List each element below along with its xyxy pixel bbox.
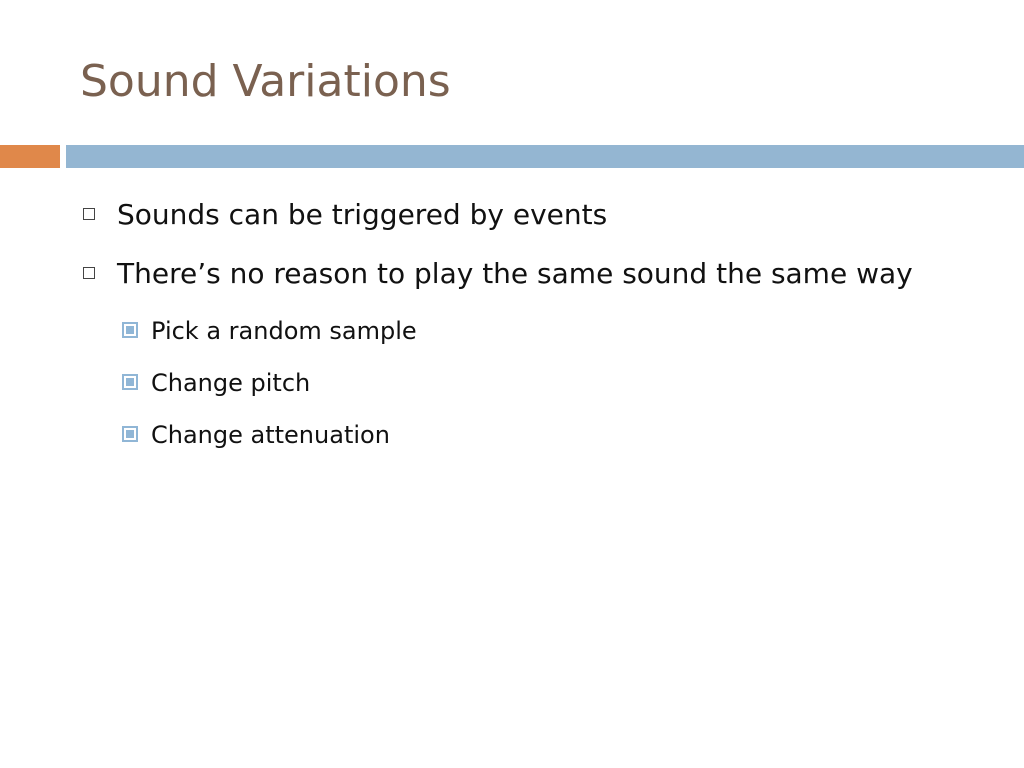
bullet-text: There’s no reason to play the same sound the same way [117,257,913,290]
sub-bullet-item [118,357,980,409]
title-accent-bar [0,145,60,168]
sub-bullet-text: Change pitch [151,369,311,397]
sub-bullet-list [80,305,980,461]
hollow-square-bullet-icon [83,267,95,279]
slide-content [80,190,980,461]
bullet-item [80,249,980,299]
filled-square-bullet-icon [122,322,138,338]
sub-bullet-item [118,305,980,357]
title-divider-bar [66,145,1024,168]
slide-title: Sound Variations [80,56,451,107]
sub-bullet-text: Pick a random sample [151,317,417,345]
sub-bullet-item [118,409,980,461]
hollow-square-bullet-icon [83,208,95,220]
sub-bullet-text: Change attenuation [151,421,390,449]
filled-square-bullet-icon [122,426,138,442]
bullet-item [80,190,980,240]
bullet-text: Sounds can be triggered by events [117,198,608,231]
filled-square-bullet-icon [122,374,138,390]
